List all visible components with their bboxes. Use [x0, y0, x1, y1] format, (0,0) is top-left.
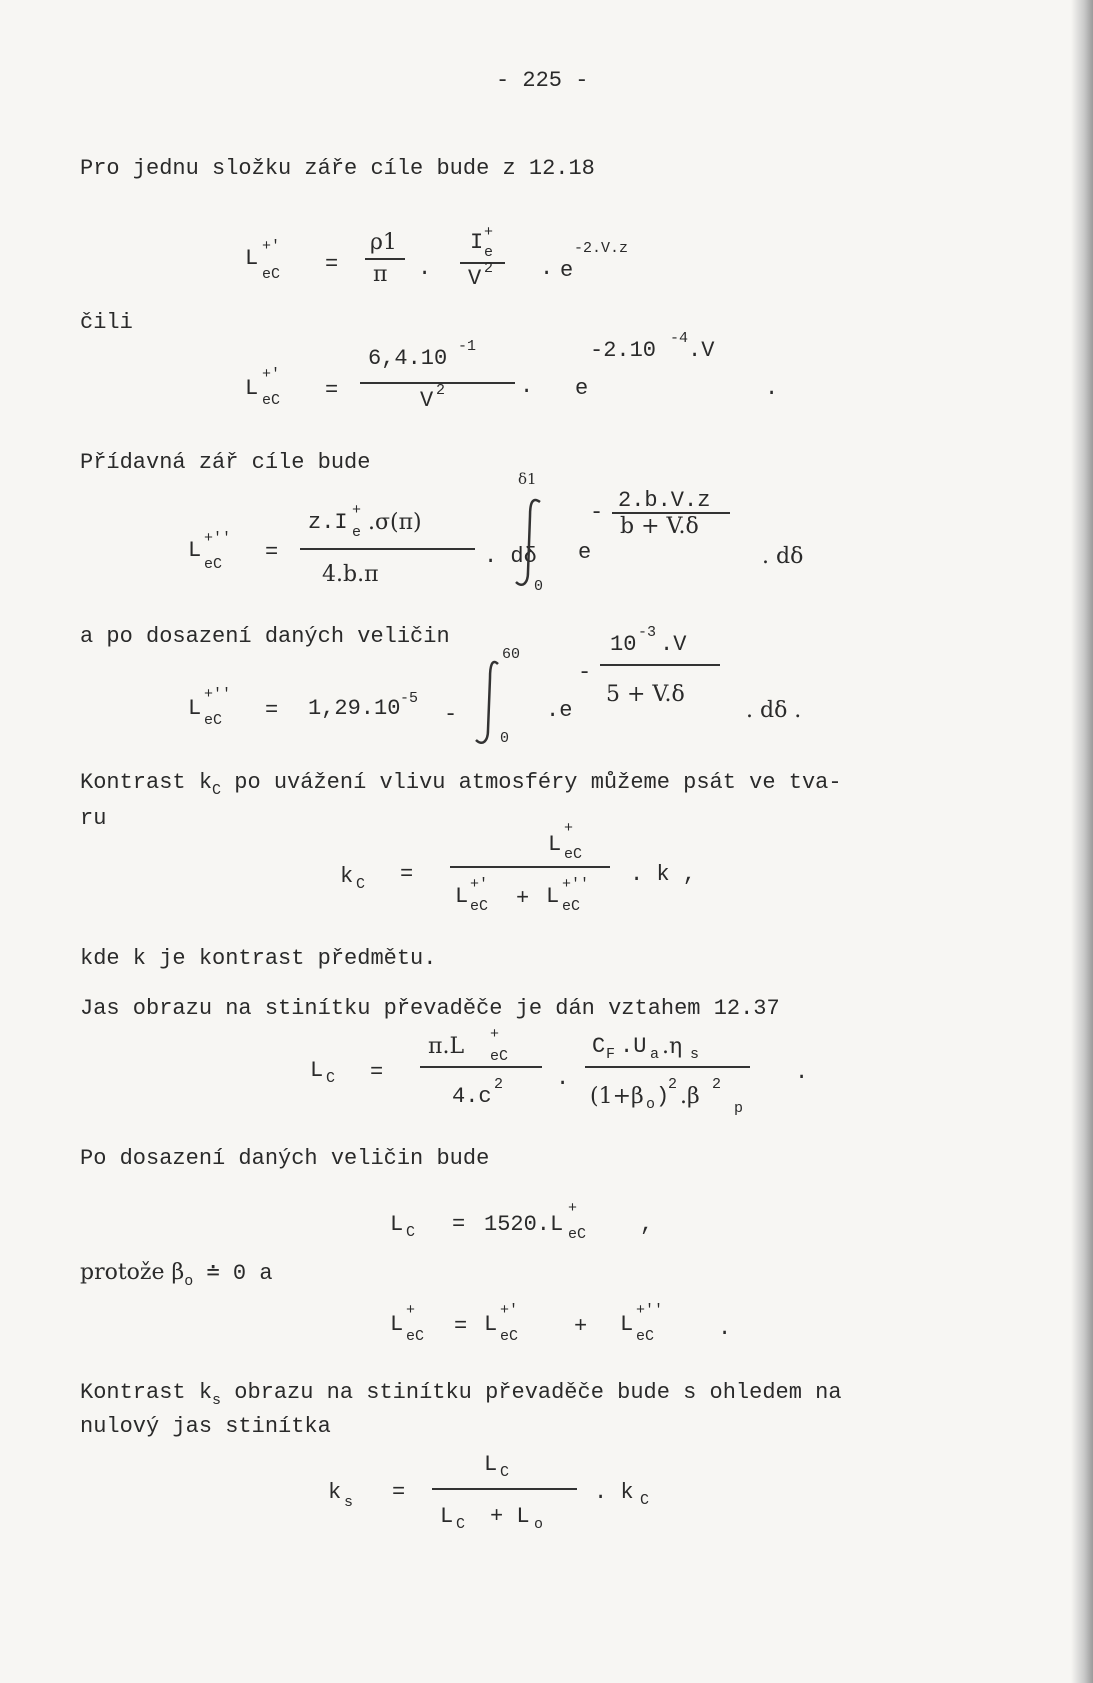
document-page: - 225 - Pro jednu složku záře cíle bude z 12.18 L +' eC = ρ1 π . I + e V 2 . e -2.V.z čili L +' eC = 6,4.10 -1 V 2 . e -2.10 -4 .V . Přídavná zář cíle bude L +'' eC = z.I + e .σ(π) 4.b.π . dδ δ1 0 e - 2.b.V.z b + V.δ . dδ a po dosazení daných veličin L +'' eC = 1,29.10 -5 - 60 0 .e - 10 -3 .V 5 + V.δ . dδ . Kontrast $k_C$ po uvážení vlivu atmosféry můžeme psát ve tva- ru k C = L + eC L +' eC + L +'' eC . k , kde k je kontrast předmětu. Jas obrazu na stinítku převaděče je dán vztahem 12.37 L C = π.L + eC 4.c 2 . C F .U a .η s (1+β o ) 2 .β 2 p . Po dosazení daných veličin bude L C = 1520.L + eC , protože $\beta_o$ ≐ 0 a L + eC = L +' eC + L +'' eC . Kontrast $k_s$ obrazu na stinítku převaděče bude s ohledem na nulový jas stinítka k s = L C L C + L o . k C [80, 68, 842, 1533]
integral-sign [510, 496, 550, 588]
paragraph-1: Pro jednu složku záře cíle bude z 12.18 [80, 156, 595, 181]
paragraph-4-continued: ru [80, 806, 107, 831]
paragraph-9: Kontrast $k_s$ obrazu na stinítku převaděče bude s ohledem na [80, 1380, 842, 1409]
paragraph-5: kde k je kontrast předmětu. [80, 946, 437, 971]
paragraph-2: Přídavná zář cíle bude [80, 450, 371, 475]
paragraph-3: a po dosazení daných veličin [80, 624, 450, 649]
paragraph-6: Jas obrazu na stinítku převaděče je dán vztahem 12.37 [80, 996, 780, 1021]
page-number: - 225 - [496, 68, 589, 93]
paragraph-7: Po dosazení daných veličin bude [80, 1146, 490, 1171]
paragraph-4: Kontrast $k_C$ po uvážení vlivu atmosféry můžeme psát ve tva- [80, 770, 842, 799]
paragraph-8: protože $\beta_o$ ≐ 0 a [80, 1260, 273, 1290]
cili-label: čili [80, 310, 133, 335]
paragraph-9-continued: nulový jas stinítka [80, 1414, 331, 1439]
